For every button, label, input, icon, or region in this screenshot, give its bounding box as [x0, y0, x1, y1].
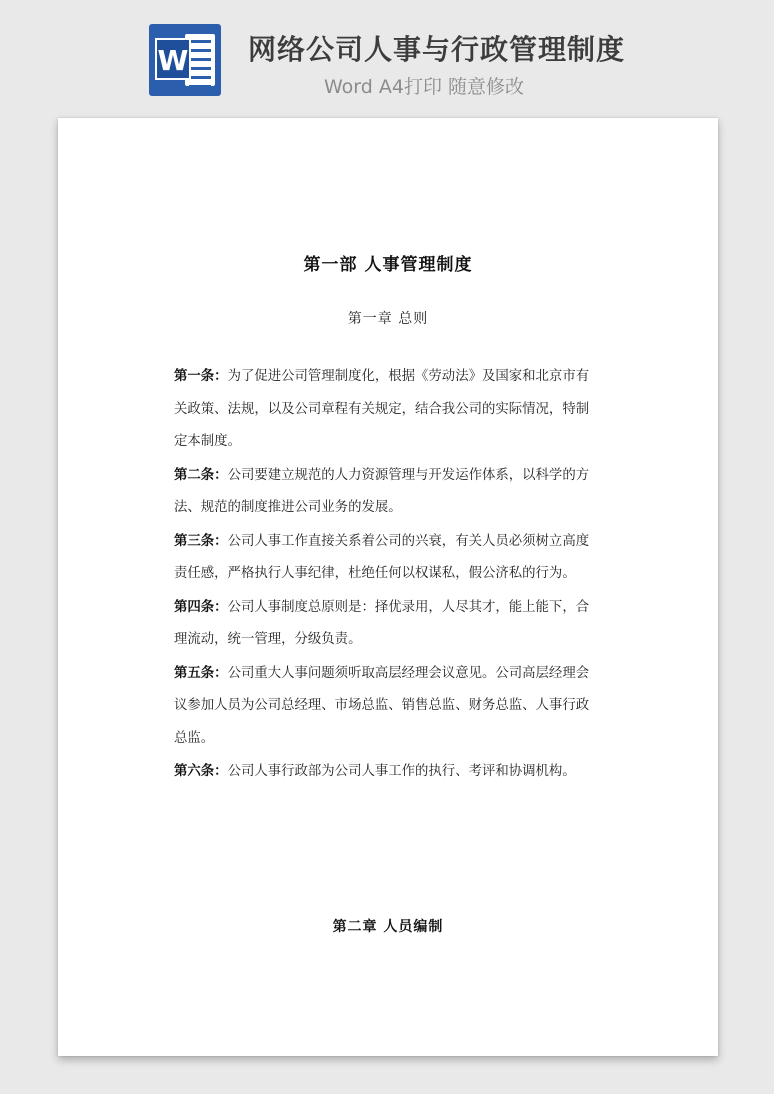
document-page	[58, 118, 718, 1056]
article-item	[174, 360, 602, 459]
article-label: 第五条：	[174, 664, 228, 681]
article-text: 公司人事制度总原则是：择优录用，人尽其才，能上能下，合理流动，统一管理，分级负责。	[174, 599, 590, 647]
article-text: 为了促进公司管理制度化，根据《劳动法》及国家和北京市有关政策、法规，以及公司章程有关规定，结合我公司的实际情况，特制定本制度。	[174, 369, 590, 449]
article-item	[174, 755, 602, 789]
part-title: 第一部 人事管理制度	[303, 255, 473, 275]
article-text: 公司人事工作直接关系着公司的兴衰，有关人员必须树立高度责任感，严格执行人事纪律，杜绝任何以权谋私，假公济私的行为。	[174, 533, 590, 581]
article-label: 第六条：	[174, 763, 228, 779]
article-list	[174, 360, 602, 789]
article-item	[174, 525, 602, 591]
article-text: 公司重大人事问题须听取高层经理会议意见。公司高层经理会议参加人员为公司总经理、市场总监、销售总监、财务总监、人事行政总监。	[174, 665, 590, 746]
word-app-icon	[149, 24, 221, 96]
article-text: 公司要建立规范的人力资源管理与开发运作体系，以科学的方法、规范的制度推进公司业务的发展。	[174, 467, 590, 515]
chapter-title: 第一章 总则	[347, 311, 429, 327]
document-title: 网络公司人事与行政管理制度	[248, 33, 626, 66]
document-subtitle: Word A4打印 随意修改	[324, 76, 525, 98]
article-label: 第一条：	[174, 368, 228, 384]
article-label: 第二条：	[174, 466, 228, 483]
word-letter-icon: W	[155, 38, 191, 80]
article-label: 第四条：	[174, 598, 228, 615]
header-banner	[0, 0, 774, 110]
article-text: 公司人事行政部为公司人事工作的执行、考评和协调机构。	[227, 764, 576, 779]
article-item	[174, 591, 602, 657]
article-label: 第三条：	[174, 532, 228, 549]
article-item	[174, 459, 602, 525]
article-item	[174, 657, 602, 756]
chapter-title-2: 第二章 人员编制	[332, 919, 444, 935]
